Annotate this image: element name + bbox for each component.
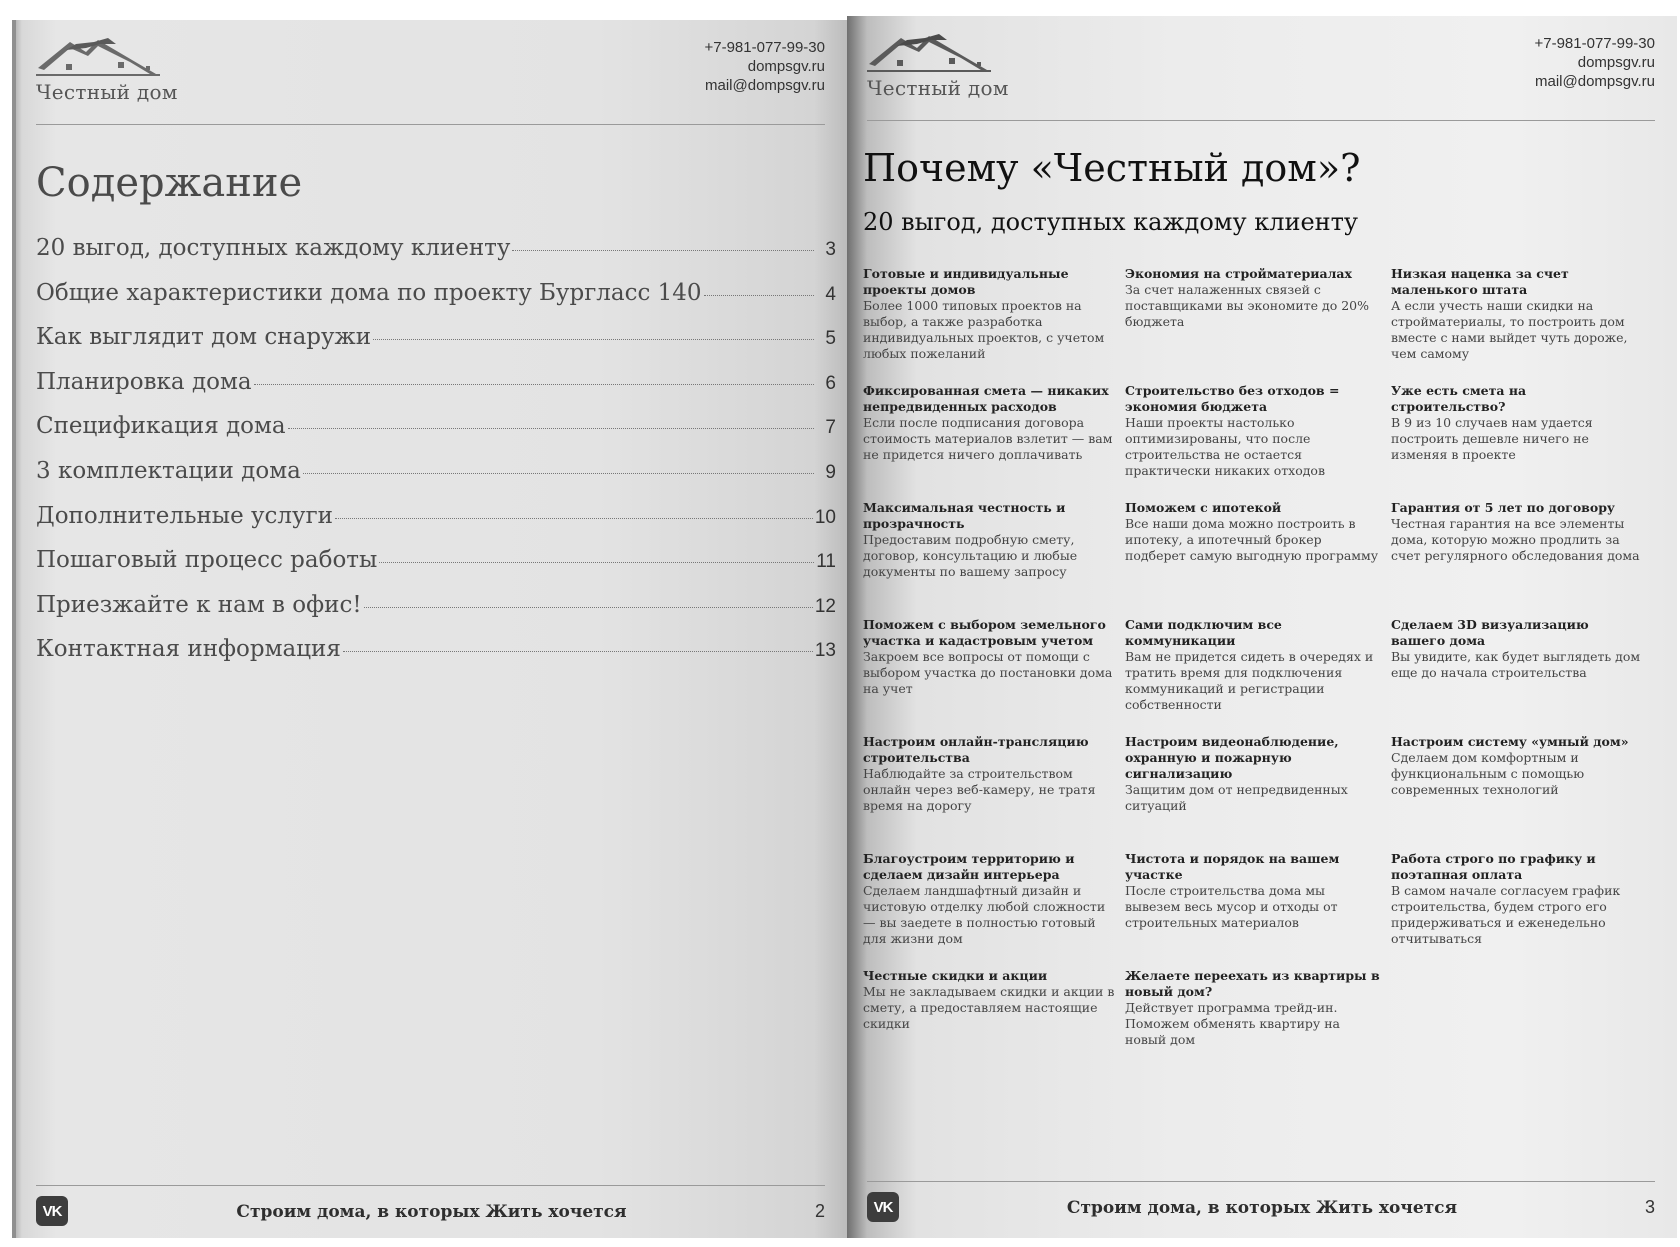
toc-item[interactable]: Контактная информация 13	[36, 636, 836, 663]
contact-block	[704, 38, 825, 95]
benefit-item: Строительство без отходов = экономия бюджета Наши проекты настолько оптимизированы, что после строительства не остается практически никаких отходов	[1125, 383, 1340, 478]
benefit-item: Настроим видеонаблюдение, охранную и пожарную сигнализацию Защитим дом от непредвиденных ситуаций	[1125, 734, 1348, 813]
benefit-item: Желаете переехать из квартиры в новый дом? Действует программа трейд-ин. Поможем обменять квартиру на новый дом	[1125, 968, 1380, 1047]
benefit-item: Максимальная честность и прозрачность Предоставим подробную смету, договор, консультацию и любые документы по вашему запросу	[863, 500, 1078, 579]
benefit-item: Экономия на стройматериалах За счет налаженных связей с поставщиками вы экономите до 20% бюджета	[1125, 266, 1369, 329]
house-roof-icon	[36, 34, 166, 78]
benefit-item: Сами подключим все коммуникации Вам не придется сидеть в очередях и тратить время для подключения коммуникаций и регистрации собственности	[1125, 617, 1374, 712]
page-subtitle: 20 выгод, доступных каждому клиенту	[863, 208, 1359, 236]
website[interactable]: dompsgv.ru	[747, 58, 825, 75]
benefit-item: Фиксированная смета — никаких непредвиденных расходов Если после подписания договора стоимость материалов взлетит — вам не придется ничего доплачивать	[863, 383, 1113, 462]
table-of-contents	[36, 235, 836, 681]
toc-item[interactable]: Планировка дома 6	[36, 368, 836, 395]
benefit-item: Честные скидки и акции Мы не закладываем скидки и акции в смету, а предоставляем настоящие скидки	[863, 968, 1115, 1031]
left-page	[12, 20, 847, 1238]
toc-title: Содержание	[36, 160, 303, 206]
email[interactable]: mail@dompsgv.ru	[1535, 73, 1655, 90]
benefit-item: Поможем с ипотекой Все наши дома можно построить в ипотеку, а ипотечный брокер подберет самую выгодную программу	[1125, 500, 1379, 563]
benefit-item: Благоустроим территорию и сделаем дизайн интерьера Сделаем ландшафтный дизайн и чистовую отделку любой сложности — вы заедете в полностью готовый для жизни дом	[863, 851, 1106, 946]
email[interactable]: mail@dompsgv.ru	[705, 77, 825, 94]
brand-name: Честный дом	[867, 76, 1009, 100]
footer-divider	[867, 1181, 1655, 1182]
footer-slogan: Строим дома, в которых Жить хочется	[236, 1202, 627, 1222]
benefit-item: Готовые и индивидуальные проекты домов Более 1000 типовых проектов на выбор, а также разработка индивидуальных проектов, с учетом любых пожеланий	[863, 266, 1105, 361]
page-number: 3	[1644, 1197, 1655, 1217]
benefit-item: Уже есть смета на строительство? В 9 из 10 случаев нам удается построить дешевле ничего не изменяя в проекте	[1391, 383, 1593, 462]
benefits-grid	[863, 266, 1653, 1085]
benefits-column	[1391, 266, 1653, 1085]
phone[interactable]: +7-981-077-99-30	[704, 39, 825, 56]
benefit-item: Работа строго по графику и поэтапная оплата В самом начале согласуем график строительства, будем строго его придерживаться и еженедельно отчитываться	[1391, 851, 1621, 946]
benefit-item: Сделаем 3D визуализацию вашего дома Вы увидите, как будет выглядеть дом еще до начала строительства	[1391, 617, 1641, 680]
benefit-item: Поможем с выбором земельного участка и кадастровым учетом Закроем все вопросы от помощи с выбором участка до постановки дома на учет	[863, 617, 1113, 696]
toc-item[interactable]: Как выглядит дом снаружи 5	[36, 324, 836, 351]
brand-name: Честный дом	[36, 80, 178, 104]
benefits-column	[863, 266, 1125, 1085]
page-number: 2	[814, 1201, 825, 1221]
benefit-item: Настроим систему «умный дом» Сделаем дом комфортным и функциональным с помощью современных технологий	[1391, 734, 1629, 797]
page-title: Почему «Честный дом»?	[863, 146, 1361, 190]
footer-slogan: Строим дома, в которых Жить хочется	[1066, 1198, 1458, 1218]
benefit-item: Гарантия от 5 лет по договору Честная гарантия на все элементы дома, которую можно продлить за счет регулярного обследования дома	[1391, 500, 1640, 563]
benefits-column	[1125, 266, 1391, 1085]
toc-item[interactable]: 3 комплектации дома 9	[36, 457, 836, 484]
toc-item[interactable]: Спецификация дома 7	[36, 413, 836, 440]
footer-divider	[36, 1185, 825, 1186]
toc-item[interactable]: Пошаговый процесс работы 11	[36, 547, 836, 574]
website[interactable]: dompsgv.ru	[1577, 54, 1655, 71]
header-divider	[36, 124, 825, 125]
toc-item[interactable]: Общие характеристики дома по проекту Бургласс 140 4	[36, 279, 836, 306]
contact-block	[1534, 34, 1655, 91]
company-logo	[36, 34, 186, 104]
house-roof-icon	[867, 30, 997, 74]
right-page	[847, 16, 1677, 1238]
company-logo	[867, 30, 1017, 100]
toc-item[interactable]: 20 выгод, доступных каждому клиенту 3	[36, 235, 836, 261]
benefit-item: Низкая наценка за счет маленького штата А если учесть наши скидки на стройматериалы, то построить дом вместе с нами выйдет чуть дороже, чем самому	[1391, 266, 1628, 361]
benefit-item: Чистота и порядок на вашем участке После строительства дома мы вывезем весь мусор и отходы от строительных материалов	[1125, 851, 1340, 930]
vk-icon[interactable]: VK	[36, 1196, 68, 1226]
toc-item[interactable]: Дополнительные услуги 10	[36, 502, 836, 529]
benefit-item: Настроим онлайн-трансляцию строительства Наблюдайте за строительством онлайн через веб-камеру, не тратя время на дорогу	[863, 734, 1096, 813]
header-divider	[867, 120, 1655, 121]
toc-item[interactable]: Приезжайте к нам в офис! 12	[36, 591, 836, 618]
phone[interactable]: +7-981-077-99-30	[1534, 35, 1655, 52]
vk-icon[interactable]: VK	[867, 1192, 899, 1222]
